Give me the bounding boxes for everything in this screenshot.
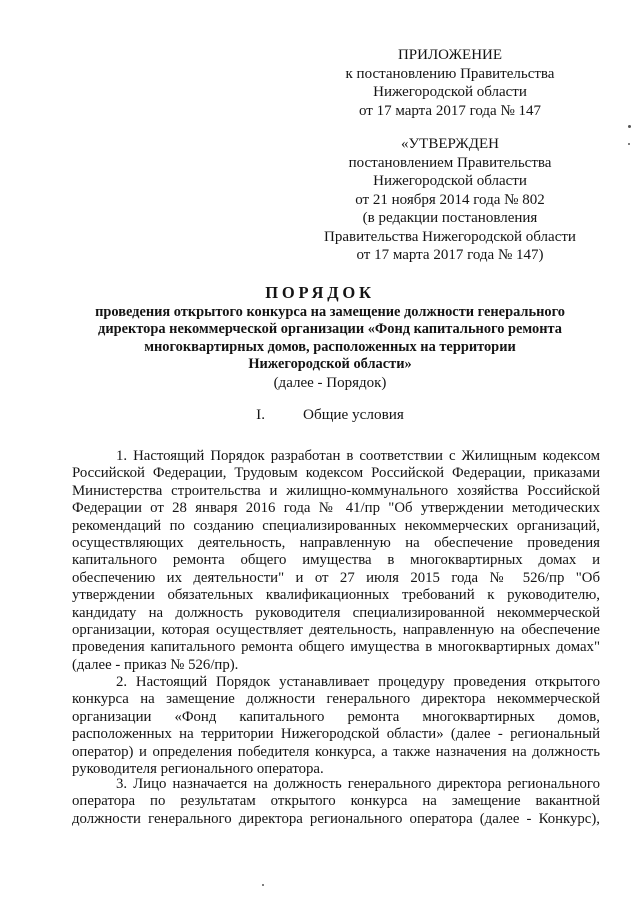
paragraph-line: организации, которая осуществляет деятельность, направленную на обеспечение bbox=[72, 621, 600, 638]
subtitle-line: проведения открытого конкурса на замещение должности генерального bbox=[95, 304, 565, 320]
paragraph-line: организации «Фонд капитального ремонта многоквартирных домов, bbox=[72, 708, 600, 725]
approval-line: постановлением Правительства bbox=[348, 154, 552, 171]
approval-date: от 21 ноября 2014 года № 802 bbox=[355, 191, 545, 208]
approval-line: Нижегородской области bbox=[373, 173, 527, 189]
subtitle-line: многоквартирных домов, расположенных на территории bbox=[144, 338, 516, 355]
subtitle-line: Нижегородской области» bbox=[248, 355, 412, 372]
paragraph-2 bbox=[72, 674, 600, 778]
subtitle-line: директора некоммерческой организации «Фонд капитального ремонта bbox=[98, 321, 562, 338]
paragraph-line: капитального ремонта общего имущества в многоквартирных домах и bbox=[72, 552, 600, 569]
paragraph-3 bbox=[72, 776, 600, 828]
paragraph-line: 1. Настоящий Порядок разработан в соответствии с Жилищным кодексом bbox=[116, 448, 600, 464]
document-title: ПОРЯДОК bbox=[265, 283, 375, 302]
approval-date: от 17 марта 2017 года № 147) bbox=[356, 247, 544, 263]
paragraph-line: Российской Федерации, Трудовым кодексом Российской Федерации, приказами bbox=[72, 465, 600, 482]
paragraph-line: 2. Настоящий Порядок устанавливает процедуру проведения открытого bbox=[116, 674, 600, 690]
section-number: I. bbox=[256, 406, 265, 423]
appendix-line: к постановлению Правительства bbox=[345, 65, 555, 82]
paragraph-line: (далее - приказ № 526/пр). bbox=[72, 656, 239, 673]
approval-stamp bbox=[300, 135, 600, 265]
paragraph-line: Федерации от 28 января 2016 года № 41/пр "Об утверждении методических bbox=[72, 500, 600, 517]
approval-line: (в редакции постановления bbox=[362, 210, 538, 226]
document-subtitle bbox=[60, 304, 600, 373]
paragraph-line: руководителя регионального оператора. bbox=[72, 760, 324, 777]
section-heading bbox=[0, 406, 640, 424]
appendix-title: ПРИЛОЖЕНИЕ bbox=[397, 47, 503, 63]
paragraph-line: Министерства строительства и жилищно-коммунального хозяйства Российской bbox=[72, 482, 600, 499]
paragraph-line: оператор) и определения победителя конкурса, а также назначения на должность bbox=[72, 743, 600, 760]
paragraph-line: обеспечению их деятельности" и от 27 июля 2015 года № 526/пр "Об bbox=[72, 569, 600, 586]
subtitle-note: (далее - Порядок) bbox=[273, 375, 387, 391]
appendix-line: Нижегородской области bbox=[373, 84, 527, 100]
paragraph-1 bbox=[72, 448, 600, 674]
scan-speck bbox=[628, 143, 630, 145]
paragraph-line: утверждении обязательных квалификационных требований к руководителю, bbox=[72, 587, 600, 604]
section-title: Общие условия bbox=[303, 406, 404, 423]
paragraph-line: конкурса на замещение должности генерального директора некоммерческой bbox=[72, 691, 600, 708]
paragraph-line: проведения капитального ремонта общего имущества в многоквартирных домах" bbox=[72, 639, 600, 656]
paragraph-line: рекомендаций по созданию специализированных некоммерческих организаций, bbox=[72, 517, 600, 534]
paragraph-line: 3. Лицо назначается на должность генерального директора регионального bbox=[116, 776, 600, 792]
paragraph-line: оператора по результатам открытого конкурса на замещение вакантной bbox=[72, 793, 600, 810]
scan-speck bbox=[628, 125, 631, 128]
scan-speck bbox=[262, 884, 264, 886]
appendix-header bbox=[300, 46, 600, 120]
approval-title: «УТВЕРЖДЕН bbox=[401, 136, 499, 152]
approval-line: Правительства Нижегородской области bbox=[324, 228, 576, 245]
paragraph-line: кандидату на должность руководителя специализированной некоммерческой bbox=[72, 604, 600, 621]
paragraph-line: осуществляющих деятельность, направленную на обеспечение проведения bbox=[72, 534, 600, 551]
paragraph-line: расположенных на территории Нижегородской области» (далее - региональный bbox=[72, 726, 600, 743]
paragraph-line: должности генерального директора регионального оператора (далее - Конкурс), bbox=[72, 810, 600, 827]
appendix-date: от 17 марта 2017 года № 147 bbox=[358, 102, 542, 119]
